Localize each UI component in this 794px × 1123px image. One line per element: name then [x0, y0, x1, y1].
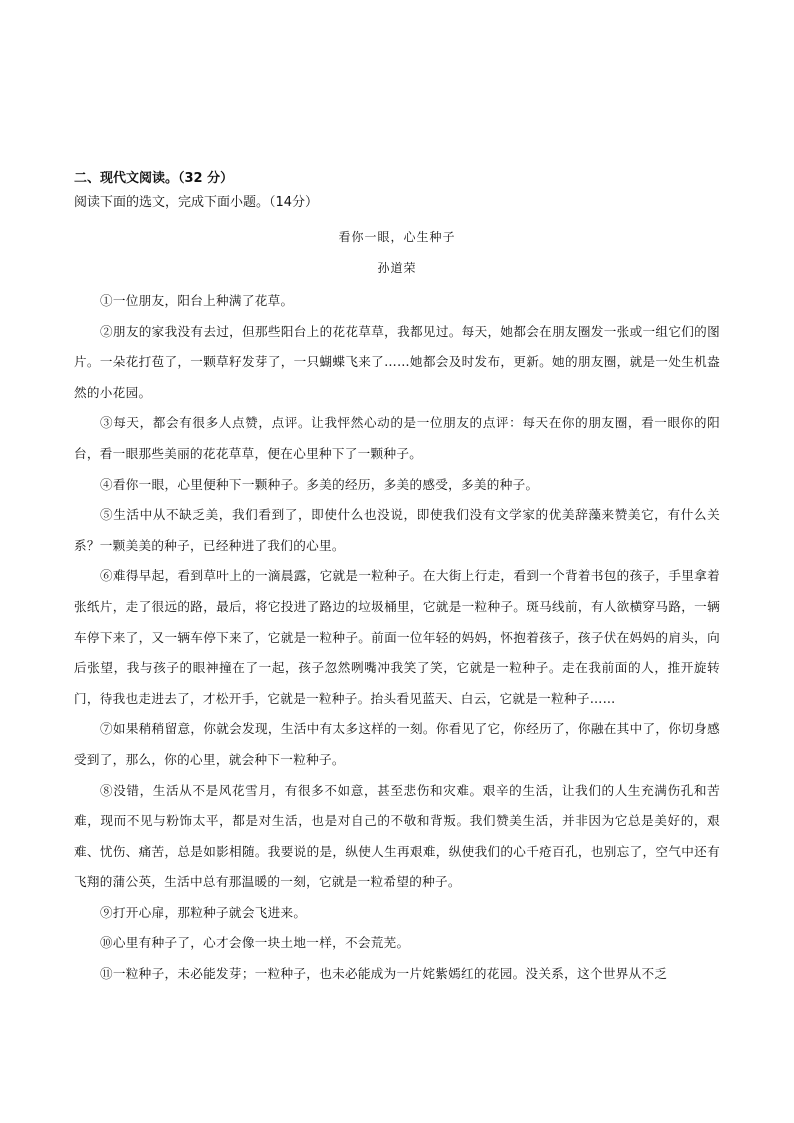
paragraph-2: ②朋友的家我没有去过，但那些阳台上的花花草草，我都见过。每天，她都会在朋友圈发一张或一组它们的图片。一朵花打苞了，一颗草籽发芽了，一只蝴蝶飞来了……她都会及时发布，更新。她的朋友圈，就是一处生机盎然的小花园。 [74, 323, 720, 400]
paragraph-1: ①一位朋友，阳台上种满了花草。 [100, 293, 294, 308]
article-author: 孙道荣 [377, 261, 417, 275]
article-body [74, 286, 720, 990]
paragraph-3: ③每天，都会有很多人点赞，点评。让我怦然心动的是一位朋友的点评：每天在你的朋友圈，看一眼你的阳台，看一眼那些美丽的花花草草，便在心里种下了一颗种子。 [74, 415, 720, 461]
paragraph-6: ⑥难得早起，看到草叶上的一滴晨露，它就是一粒种子。在大街上行走，看到一个背着书包的孩子，手里拿着张纸片，走了很远的路，最后，将它投进了路边的垃圾桶里，它就是一粒种子。斑马线前，有人欲横穿马路，一辆车停下来了，又一辆车停下来了，它就是一粒种子。前面一位年轻的妈妈，怀抱着孩子，孩子伏在妈妈的肩头，向后张望，我与孩子的眼神撞在了一起，孩子忽然咧嘴冲我笑了笑，它就是一粒种子。走在我前面的人，推开旋转门，待我也走进去了，才松开手，它就是一粒种子。抬头看见蓝天、白云，它就是一粒种子…… [74, 568, 720, 706]
paragraph-11: ⑪一粒种子，未必能发芽；一粒种子，也未必能成为一片姹紫嫣红的花园。没关系，这个世界从不乏 [100, 966, 668, 982]
paragraph-9: ⑨打开心扉，那粒种子就会飞进来。 [100, 904, 307, 920]
instruction-text: 阅读下面的选文，完成下面小题。（14分） [74, 195, 319, 210]
article-title: 看你一眼，心生种子 [338, 230, 456, 244]
paragraph-4: ④看你一眼，心里便种下一颗种子。多美的经历，多美的感受，多美的种子。 [100, 476, 539, 492]
paragraph-5: ⑤生活中从不缺乏美，我们看到了，即使什么也没说，即使我们没有文学家的优美辞藻来赞美它，有什么关系？一颗美美的种子，已经种进了我们的心里。 [74, 507, 720, 553]
paragraph-10: ⑩心里有种子了，心才会像一块土地一样，不会荒芜。 [100, 935, 410, 951]
paragraph-8: ⑧没错，生活从不是风花雪月，有很多不如意，甚至悲伤和灾难。艰辛的生活，让我们的人生充满伤孔和苦难，现而不见与粉饰太平，都是对生活，也是对自己的不敬和背叛。我们赞美生活，并非因为它总是美好的，艰难、忧伤、痛苦，总是如影相随。我要说的是，纵使人生再艰难，纵使我们的心千疮百孔，也别忘了，空气中还有飞翔的蒲公英，生活中总有那温暖的一刻，它就是一粒希望的种子。 [74, 782, 720, 890]
paragraph-7: ⑦如果稍稍留意，你就会发现，生活中有太多这样的一刻。你看见了它，你经历了，你融在其中了，你切身感受到了，那么，你的心里，就会种下一粒种子。 [74, 721, 720, 767]
section-title: 二、现代文阅读。（32 分） [74, 171, 234, 186]
